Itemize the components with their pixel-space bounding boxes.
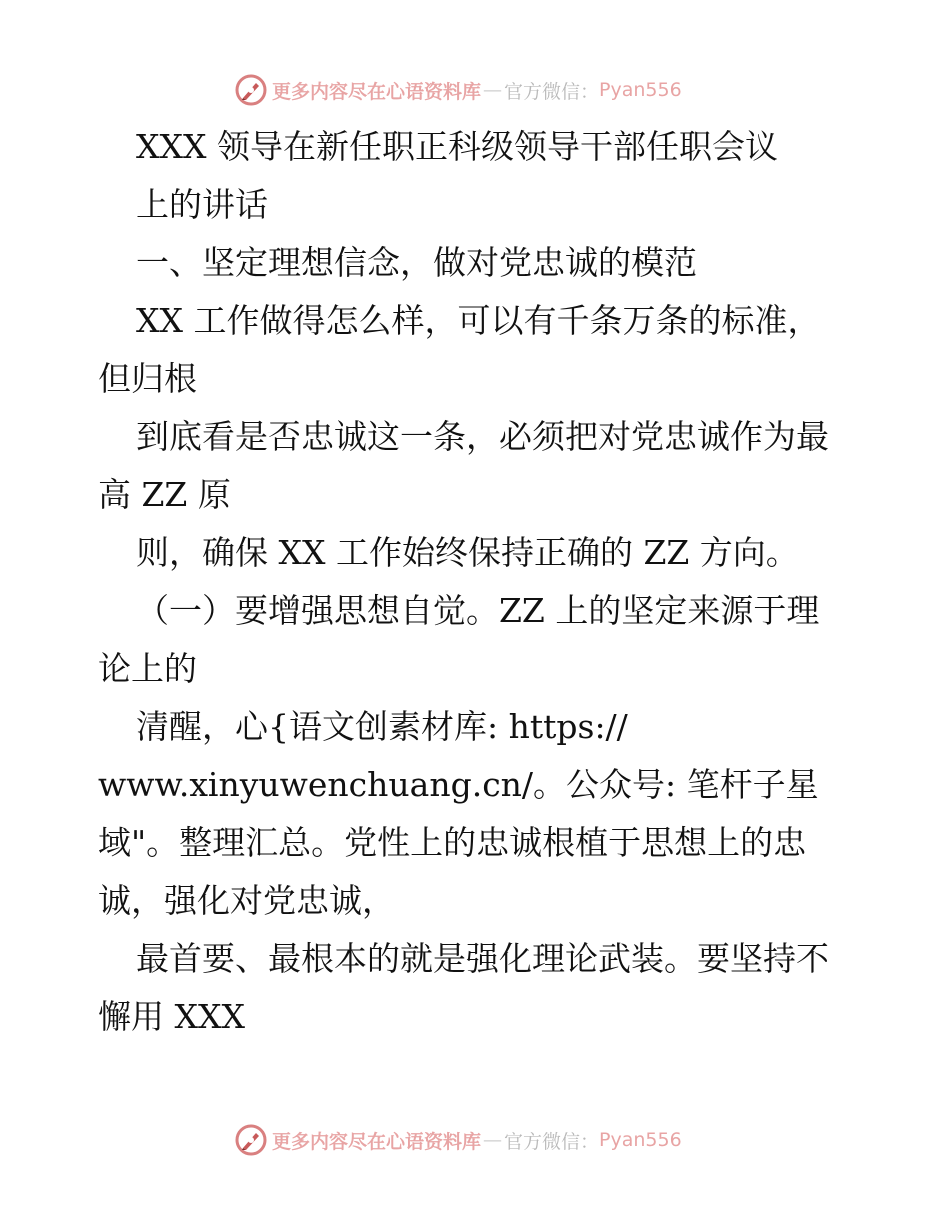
text-line: 清醒，心{语文创素材库: https:// <box>136 707 628 746</box>
footer-watermark <box>234 1122 682 1158</box>
text-line: 域"。整理汇总。党性上的忠诚根植于思想上的忠 <box>98 823 807 862</box>
text-line: 上的讲话 <box>136 185 268 224</box>
text-line: www.xinyuwenchuang.cn/。公众号: 笔杆子星 <box>98 765 819 804</box>
text-line: 懈用 XXX <box>98 997 245 1036</box>
body-text <box>98 118 898 1046</box>
text-line: 诚，强化对党忠诚， <box>98 881 395 920</box>
text-line: 但归根 <box>98 359 197 398</box>
text-line: 则，确保 XX 工作始终保持正确的 ZZ 方向。 <box>136 533 799 572</box>
watermark-wechat-label: 官方微信： <box>504 1130 600 1153</box>
watermark-separator: — <box>483 1129 503 1151</box>
watermark-site-text: 更多内容尽在心语资料库 <box>272 80 482 103</box>
text-line: 论上的 <box>98 649 197 688</box>
watermark-wechat-label: 官方微信： <box>504 80 600 103</box>
text-line: XXX 领导在新任职正科级领导干部任职会议 <box>136 127 778 166</box>
watermark-wechat-id: Pyan556 <box>599 1129 682 1151</box>
watermark-separator: — <box>483 79 503 101</box>
pen-logo-icon <box>234 1123 268 1157</box>
header-watermark <box>234 72 682 108</box>
text-line: 最首要、最根本的就是强化理论武装。要坚持不 <box>136 939 829 978</box>
watermark-wechat-id: Pyan556 <box>599 79 682 101</box>
text-line: XX 工作做得怎么样，可以有千条万条的标准， <box>136 301 821 340</box>
text-line: 到底看是否忠诚这一条，必须把对党忠诚作为最 <box>136 417 829 456</box>
text-line: （一）要增强思想自觉。ZZ 上的坚定来源于理 <box>136 591 820 630</box>
pen-logo-icon <box>234 73 268 107</box>
text-line: 一、坚定理想信念，做对党忠诚的模范 <box>136 243 697 282</box>
text-line: 高 ZZ 原 <box>98 475 231 514</box>
watermark-site-text: 更多内容尽在心语资料库 <box>272 1130 482 1153</box>
